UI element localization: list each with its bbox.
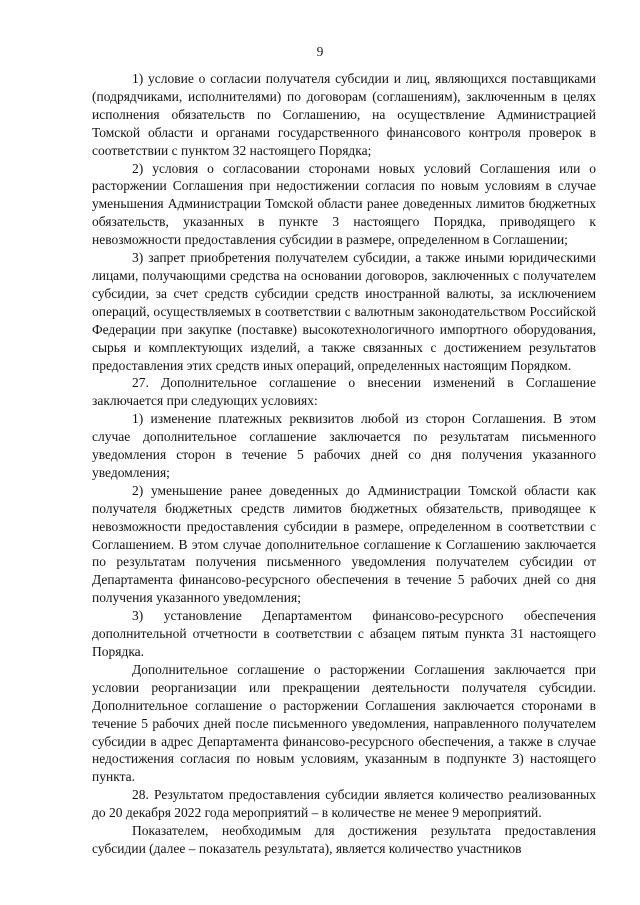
- page-number: 9: [316, 44, 324, 59]
- paragraph: Показателем, необходимым для достижения результата предоставления субсидии (далее – показатель результата), является количество участников: [92, 823, 596, 856]
- paragraph: 1) условие о согласии получателя субсидии и лиц, являющихся поставщиками (подрядчиками, исполнителями) по договорам (соглашениям), заключенным в целях исполнения обязательств по Соглашению, на осуществление Администрацией Томской области и органами государственного финансового контроля проверок в соответствии с пунктом 32 настоящего Порядка;: [92, 71, 596, 158]
- paragraph: 1) изменение платежных реквизитов любой из сторон Соглашения. В этом случае дополнительное соглашение заключается по результатам письменного уведомления сторон в течение 5 рабочих дней со дня получения указанного уведомления;: [92, 411, 596, 480]
- paragraph: Дополнительное соглашение о расторжении Соглашения заключается при условии реорганизации или прекращении деятельности получателя субсидии. Дополнительное соглашение о расторжении Соглашения заключается сторонами в течение 5 рабочих дней после письменного уведомления, направленного получателем субсидии в адрес Департамента финансово-ресурсного обеспечения, а также в случае недостижения согласия по новым условиям, указанным в подпункте 3) настоящего пункта.: [92, 661, 596, 785]
- paragraph: 2) уменьшение ранее доведенных до Администрации Томской области как получателя бюджетных средств лимитов бюджетных обязательств, приводящее к невозможности предоставления субсидии в размере, определенном в соответствии с Соглашением. В этом случае дополнительное соглашение к Соглашению заключается по результатам получения письменного уведомления получателем субсидии от Департамента финансово-ресурсного обеспечения в течение 5 рабочих дней со дня получения указанного уведомления;: [92, 482, 596, 606]
- paragraph: 28. Результатом предоставления субсидии является количество реализованных до 20 декабря 2022 года мероприятий – в количестве не менее 9 мероприятий.: [92, 787, 596, 821]
- paragraph: 3) запрет приобретения получателем субсидии, а также иными юридическими лицами, получающими средства на основании договоров, заключенных с получателем субсидии, за счет средств субсидии средств иностранной валюты, за исключением операций, осуществляемых в соответствии с валютным законодательством Российской Федерации при закупке (поставке) высокотехнологичного импортного оборудования, сырья и комплектующих изделий, а также связанных с достижением результатов предоставления этих средств иных операций, определенных настоящим Порядком.: [92, 250, 596, 373]
- document-body: [92, 70, 596, 858]
- paragraph: 2) условия о согласовании сторонами новых условий Соглашения или о расторжении Соглашения при недостижении согласия по новым условиям в случае уменьшения Администрации Томской области ранее доведенных лимитов бюджетных обязательств, указанных в пункте 3 настоящего Порядка, приводящего к невозможности предоставления субсидии в размере, определенном в Соглашении;: [92, 160, 596, 248]
- paragraph: 3) установление Департаментом финансово-ресурсного обеспечения дополнительной отчетности в соответствии с абзацем пятым пункта 31 настоящего Порядка.: [92, 608, 596, 659]
- paragraph: 27. Дополнительное соглашение о внесении изменений в Соглашение заключается при следующих условиях:: [92, 375, 596, 409]
